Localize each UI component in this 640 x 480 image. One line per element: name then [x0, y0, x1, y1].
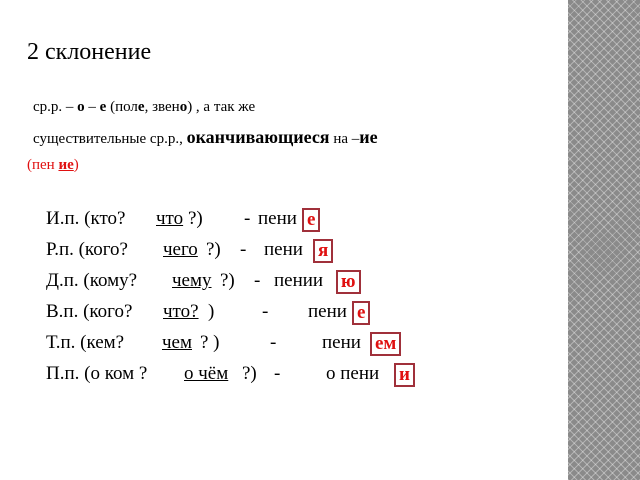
case-dash: - — [240, 239, 247, 260]
case-close: ? ) — [200, 332, 220, 353]
case-word: пении — [274, 270, 324, 291]
case-dash: - — [244, 208, 251, 229]
pole-ending: е — [137, 99, 145, 115]
rule-emphasis: оканчивающиеся — [186, 127, 330, 147]
rule-example-mid: , звен — [144, 99, 180, 115]
case-label: Д.п. (кому? — [46, 270, 138, 291]
case-label: В.п. (кого? — [46, 301, 133, 322]
zveno-ending: о — [179, 99, 188, 115]
case-word: пени — [322, 332, 361, 353]
case-ending: ем — [370, 332, 401, 356]
rule-example-open: (пол — [110, 99, 138, 115]
case-question: что? — [163, 301, 199, 322]
rule-na: на – — [333, 131, 360, 147]
case-label: П.п. (о ком ? — [46, 363, 148, 384]
case-dash: - — [254, 270, 261, 291]
case-ending: и — [394, 363, 415, 387]
ending-e: е — [99, 99, 107, 115]
slide-title: 2 склонение — [27, 39, 152, 65]
case-dash: - — [274, 363, 281, 384]
case-dash: - — [262, 301, 269, 322]
case-question: о чём — [184, 363, 229, 384]
rule-example-close: ) , а так же — [187, 99, 256, 115]
case-ending: ю — [336, 270, 361, 294]
case-word: пени — [308, 301, 347, 322]
case-ending: е — [302, 208, 320, 232]
example-ending: ие — [58, 157, 74, 173]
case-question: чего — [163, 239, 198, 260]
decorative-side-pattern — [568, 0, 640, 480]
case-question: чему — [172, 270, 212, 291]
rule-dash: – — [88, 99, 96, 115]
case-word: пени — [264, 239, 303, 260]
case-word: о пени — [326, 363, 380, 384]
case-word: пени — [258, 208, 297, 229]
case-close: ?) — [188, 208, 203, 229]
rule-text: существительные ср.р., — [33, 131, 183, 147]
rule-line-1 — [33, 99, 255, 116]
case-close: ?) — [206, 239, 221, 260]
rule-text: ср.р. – — [33, 99, 74, 115]
case-close: ?) — [242, 363, 257, 384]
case-label: Т.п. (кем? — [46, 332, 125, 353]
case-question: что — [156, 208, 184, 229]
rule-ending-ie: ие — [359, 127, 378, 147]
case-close: ) — [208, 301, 215, 322]
rule-line-2 — [33, 127, 378, 148]
example-open: (пен — [27, 157, 55, 173]
case-question: чем — [162, 332, 193, 353]
case-ending: е — [352, 301, 370, 325]
case-ending: я — [313, 239, 333, 263]
case-label: Р.п. (кого? — [46, 239, 128, 260]
case-dash: - — [270, 332, 277, 353]
ending-o: о — [77, 99, 85, 115]
example-close: ) — [73, 157, 79, 173]
case-close: ?) — [220, 270, 235, 291]
case-label: И.п. (кто? — [46, 208, 126, 229]
example-penie — [27, 157, 79, 174]
